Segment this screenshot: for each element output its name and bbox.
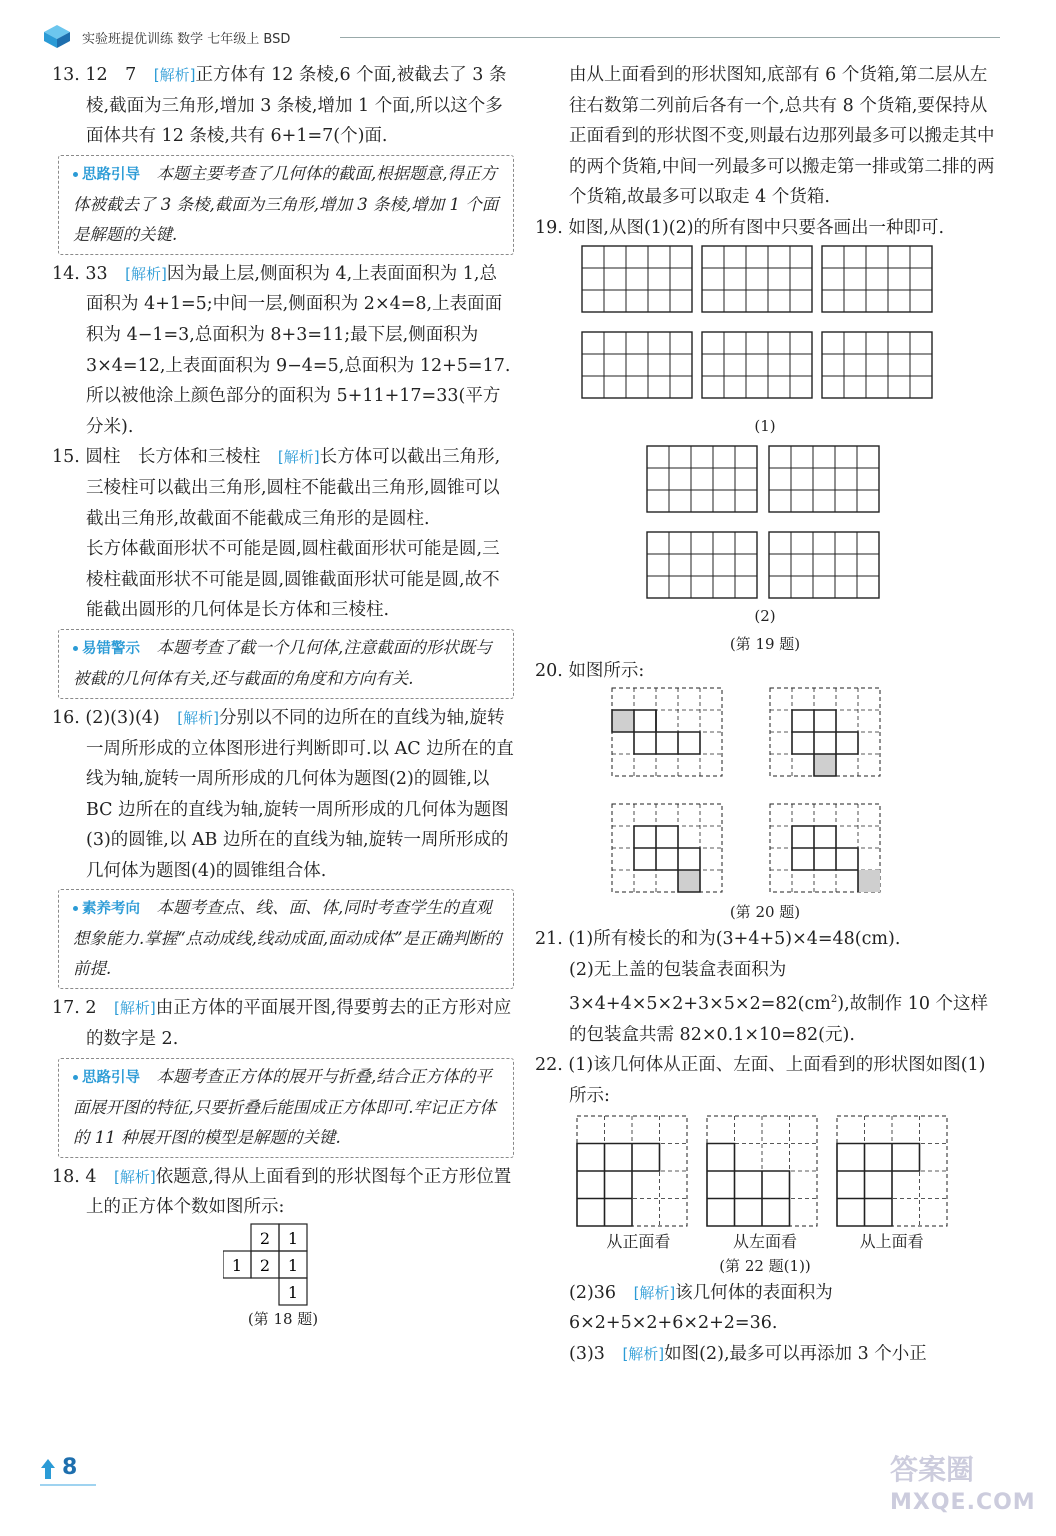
- q21: 21. (1)所有棱长的和为(3+4+5)×4=48(cm).: [535, 929, 901, 950]
- q19-figure-2: [645, 444, 885, 604]
- book-logo-icon: [40, 22, 74, 50]
- q19-figure-1: [580, 244, 950, 414]
- q20: 20. 如图所示:: [535, 660, 645, 681]
- q20-caption: (第 20 题): [729, 903, 801, 922]
- watermark-logo: 答案圈: [890, 1453, 975, 1486]
- q22-view-labels: [575, 1230, 955, 1254]
- q22-figure-1: [575, 1112, 955, 1230]
- watermark-url: MXQE.COM: [890, 1490, 1036, 1515]
- page-header: [40, 22, 1000, 52]
- q21-part2: (2)无上盖的包装盒表面积为 $3\times 4+4\times 5\times 2+3\times 5\times 2=82(cm^2)$,故制作 10 个这样的包装盒共需 82×0.1×10=82(元).: [569, 959, 989, 1045]
- q18-cell: 1: [231, 1255, 243, 1275]
- q18-cell: 1: [287, 1228, 299, 1248]
- q22-part2: (2)36 [解析]该几何体的表面积为 6×2+5×2+6×2+2=36.: [569, 1282, 833, 1334]
- tip-box-1: 思路引导 本题主要考查了几何体的截面,根据题意,得正方体被截去了 3 条棱,截面为三角形,增加 3 条棱,增加 1 个面是解题的关键.: [58, 155, 514, 255]
- q22-caption: (第 22 题(1)): [719, 1256, 811, 1275]
- left-column: [52, 60, 514, 1331]
- tip-box-4: 思路引导 本题考查正方体的展开与折叠,结合正方体的平面展开图的特征,只要折叠后能围成正方体即可.牢记正方体的 11 种展开图的模型是解题的关键.: [58, 1058, 514, 1158]
- q18-caption: (第 18 题): [247, 1309, 319, 1328]
- q18-cell: 2: [259, 1255, 271, 1275]
- q17: 17. 2 [解析]由正方体的平面展开图,得要剪去的正方形对应的数字是 2.: [52, 998, 512, 1050]
- tip-box-2: 易错警示 本题考查了截一个几何体,注意截面的形状既与被截的几何体有关,还与截面的角度和方向有关.: [58, 629, 514, 699]
- header-rule: [340, 37, 1000, 38]
- q18-cell: 1: [287, 1282, 299, 1302]
- q16: 16. (2)(3)(4) [解析]分别以不同的边所在的直线为轴,旋转一周所形成的立体图形进行判断即可.以 AC 边所在的直线为轴,旋转一周所形成的几何体为题图(2)的圆锥,以 BC 边所在的直线为轴,旋转一周所形成的几何体为题图(3)的圆锥,以 AB 边所在的直线为轴,旋转一周所形成的几何体为题图(4)的圆锥组合体.: [52, 707, 514, 881]
- right-column: [535, 60, 995, 1369]
- q22-part3: (3)3 [解析]如图(2),最多可以再添加 3 个小正: [569, 1343, 927, 1364]
- q20-figure: [610, 686, 920, 900]
- q22-label-top: 从上面看: [859, 1231, 924, 1251]
- q18-continued: 由从上面看到的形状图知,底部有 6 个货箱,第二层从左往右数第二列前后各有一个,总共有 8 个货箱,要保持从正面看到的形状图不变,则最右边那列最多可以搬走其中的两个货箱,中间一列最多可以搬走第一排或第二排的两个货箱,故最多可以取走 4 个货箱.: [569, 65, 995, 208]
- q19-caption: (第 19 题): [729, 634, 801, 653]
- q14: 14. 33 [解析]因为最上层,侧面积为 4,上表面面积为 1,总面积为 4+1=5;中间一层,侧面积为 2×4=8,上表面面积为 4−1=3,总面积为 8+3=11;最下层,侧面积为 3×4=12,上表面面积为 9−4=5,总面积为 12+5=17.所以被他涂上颜色部分的面积为 5+11+17=33(平方分米).: [52, 263, 511, 437]
- q22-label-left: 从左面看: [732, 1231, 797, 1251]
- q13: 13. 12 7 [解析]正方体有 12 条棱,6 个面,被截去了 3 条棱,截面为三角形,增加 3 条棱,增加 1 个面,所以这个多面体共有 12 条棱,共有 6+1=7(个)面.: [52, 65, 507, 147]
- q22: 22. (1)该几何体从正面、左面、上面看到的形状图如图(1)所示:: [535, 1055, 986, 1106]
- q15-cont: 长方体截面形状不可能是圆,圆柱截面形状可能是圆,三棱柱截面形状不可能是圆,圆锥截面形状可能是圆,故不能截出圆形的几何体是长方体和三棱柱.: [86, 539, 500, 621]
- q22-label-front: 从正面看: [606, 1231, 671, 1251]
- q19: 19. 如图,从图(1)(2)的所有图中只要各画出一种即可.: [535, 217, 945, 238]
- q19-sub1: (1): [754, 416, 776, 435]
- arrow-up-icon: [40, 1458, 56, 1480]
- q18: 18. 4 [解析]依题意,得从上面看到的形状图每个正方形位置上的正方体个数如图所示:: [52, 1166, 512, 1218]
- tip-box-3: 素养考向 本题考查点、线、面、体,同时考查学生的直观想象能力.掌握“点动成线,线动成面,面动成体”是正确判断的前提.: [58, 889, 514, 989]
- q18-cell: 1: [287, 1255, 299, 1275]
- q15: 15. 圆柱 长方体和三棱柱 [解析]长方体可以截出三角形,三棱柱可以截出三角形,圆柱不能截出三角形,圆锥可以截出三角形,故截面不能截成三角形的是圆柱.: [52, 447, 501, 529]
- q18-cell: 2: [259, 1228, 271, 1248]
- q19-sub2: (2): [754, 606, 776, 625]
- header-title: 实验班提优训练 数学 七年级上 BSD: [82, 32, 291, 47]
- q18-top-view-grid: [223, 1223, 343, 1307]
- page-number: 8: [62, 1455, 78, 1480]
